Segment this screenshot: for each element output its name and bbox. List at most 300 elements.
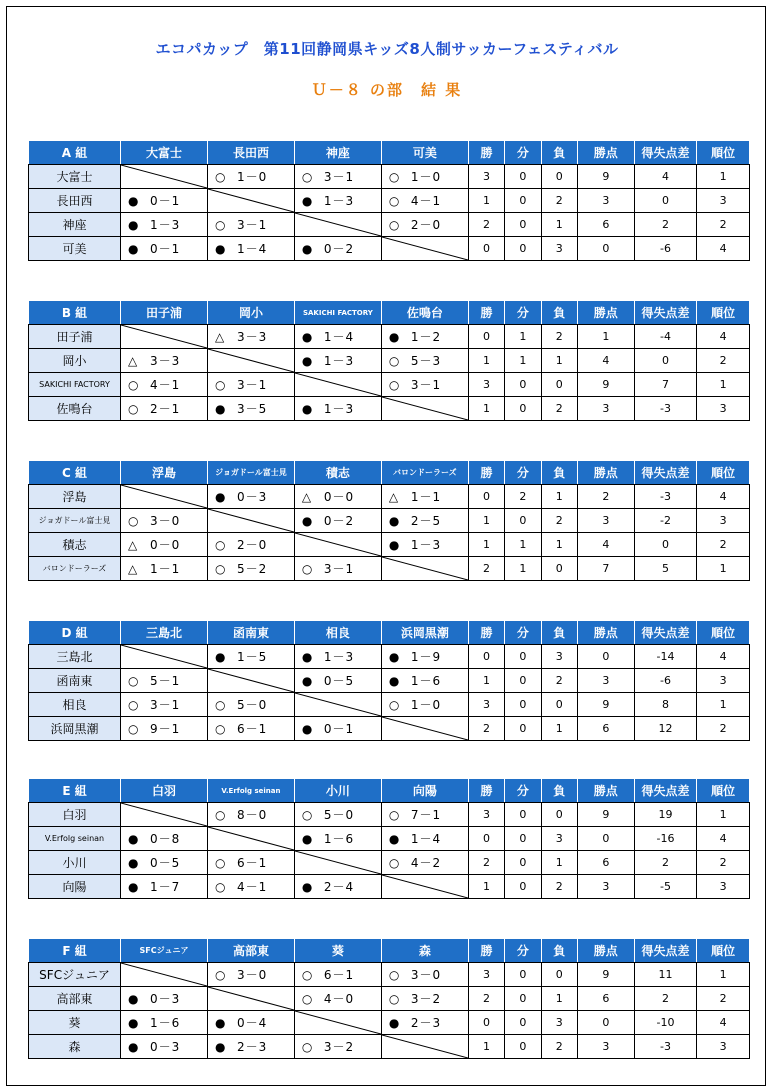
standings-value: 6: [578, 851, 635, 875]
match-result: [121, 213, 208, 237]
standings-value: 0: [505, 963, 541, 987]
group-header-row: [29, 301, 750, 325]
result-mark: ●: [301, 242, 313, 256]
standings-value: 3: [541, 237, 577, 261]
self-match-cell: [294, 533, 381, 557]
column-team-header: 田子浦: [121, 301, 208, 325]
result-score: 8－0: [236, 808, 268, 822]
result-score: 1－9: [410, 650, 442, 664]
diagonal-line: [295, 213, 381, 236]
result-mark: ○: [128, 722, 139, 736]
result-mark: ○: [214, 808, 226, 822]
self-match-cell: [381, 557, 468, 581]
column-team-header: 三島北: [121, 621, 208, 645]
standings-value: 6: [578, 213, 635, 237]
standings-value: -6: [634, 669, 697, 693]
standings-header: 順位: [697, 461, 750, 485]
result-mark: ●: [301, 402, 313, 416]
row-team-name: V.Erfolg seinan: [29, 827, 121, 851]
column-team-header: 高部東: [207, 939, 294, 963]
standings-value: 2: [697, 717, 750, 741]
column-team-header: 長田西: [207, 141, 294, 165]
standings-header: 得失点差: [634, 621, 697, 645]
standings-value: 1: [505, 533, 541, 557]
table-row: [29, 557, 750, 581]
match-result: [121, 373, 208, 397]
diagonal-line: [208, 827, 294, 850]
match-result: [381, 803, 468, 827]
row-team-name: SFCジュニア: [29, 963, 121, 987]
result-score: 1－0: [410, 698, 442, 712]
result-mark: ○: [388, 170, 400, 184]
standings-value: 2: [541, 875, 577, 899]
diagonal-line: [121, 645, 207, 668]
result-mark: ●: [214, 242, 226, 256]
row-team-name: 長田西: [29, 189, 121, 213]
standings-value: 0: [505, 373, 541, 397]
standings-value: 0: [505, 669, 541, 693]
group-header-row: [29, 939, 750, 963]
standings-value: 1: [697, 373, 750, 397]
standings-value: 0: [505, 827, 541, 851]
match-result: [207, 693, 294, 717]
standings-value: 1: [468, 875, 504, 899]
result-mark: ●: [301, 650, 313, 664]
table-row: [29, 987, 750, 1011]
group-name: E 組: [29, 779, 121, 803]
standings-value: 0: [468, 827, 504, 851]
match-result: [381, 165, 468, 189]
standings-value: 1: [541, 717, 577, 741]
result-score: 7－1: [410, 808, 442, 822]
standings-value: 1: [468, 189, 504, 213]
standings-value: 4: [697, 1011, 750, 1035]
standings-value: 0: [505, 397, 541, 421]
standings-value: 2: [468, 717, 504, 741]
standings-header: 順位: [697, 301, 750, 325]
standings-header: 分: [505, 939, 541, 963]
result-mark: ●: [301, 354, 313, 368]
result-score: 3－0: [410, 968, 442, 982]
standings-value: 0: [505, 509, 541, 533]
standings-value: 0: [578, 1011, 635, 1035]
result-score: 3－0: [150, 514, 181, 528]
standings-value: 1: [541, 987, 577, 1011]
standings-value: 0: [505, 987, 541, 1011]
standings-value: 1: [578, 325, 635, 349]
standings-value: 0: [505, 1035, 541, 1059]
result-mark: ○: [301, 992, 313, 1006]
result-score: 1－6: [323, 832, 355, 846]
result-score: 1－4: [323, 330, 355, 344]
standings-value: 0: [505, 875, 541, 899]
self-match-cell: [294, 851, 381, 875]
standings-value: 2: [634, 987, 697, 1011]
standings-header: 勝: [468, 141, 504, 165]
result-mark: ●: [128, 218, 139, 232]
standings-header: 勝: [468, 301, 504, 325]
standings-value: 0: [468, 237, 504, 261]
diagonal-line: [295, 373, 381, 396]
result-mark: ○: [128, 698, 139, 712]
diagonal-line: [208, 189, 294, 212]
result-score: 1－1: [410, 490, 442, 504]
result-mark: ○: [214, 968, 226, 982]
match-result: [121, 533, 208, 557]
result-score: 1－4: [410, 832, 442, 846]
standings-value: 9: [578, 693, 635, 717]
column-team-header: 相良: [294, 621, 381, 645]
result-mark: ○: [214, 170, 226, 184]
result-score: 5－2: [236, 562, 268, 576]
standings-value: 0: [541, 165, 577, 189]
table-row: [29, 325, 750, 349]
result-mark: ○: [214, 722, 226, 736]
table-row: [29, 851, 750, 875]
diagonal-line: [208, 509, 294, 532]
result-mark: △: [301, 490, 312, 504]
column-team-header: 白羽: [121, 779, 208, 803]
self-match-cell: [121, 645, 208, 669]
result-score: 0－2: [323, 514, 355, 528]
standings-value: 0: [505, 645, 541, 669]
table-row: [29, 189, 750, 213]
standings-value: 3: [468, 693, 504, 717]
match-result: [121, 987, 208, 1011]
result-mark: ○: [301, 1040, 313, 1054]
group-name: A 組: [29, 141, 121, 165]
standings-value: 1: [541, 349, 577, 373]
group-table-b: [28, 300, 750, 421]
standings-header: 順位: [697, 621, 750, 645]
result-score: 3－1: [410, 378, 442, 392]
match-result: [207, 1035, 294, 1059]
table-row: [29, 237, 750, 261]
standings-value: 3: [578, 669, 635, 693]
standings-value: 1: [541, 213, 577, 237]
match-result: [294, 803, 381, 827]
result-mark: ●: [301, 880, 313, 894]
result-score: 3－2: [410, 992, 442, 1006]
column-team-header: 可美: [381, 141, 468, 165]
result-mark: ●: [128, 194, 139, 208]
standings-value: 1: [468, 1035, 504, 1059]
result-mark: ○: [301, 808, 313, 822]
standings-value: 1: [505, 325, 541, 349]
result-score: 3－3: [150, 354, 181, 368]
group-table-e: [28, 778, 750, 899]
match-result: [294, 963, 381, 987]
match-result: [207, 325, 294, 349]
result-score: 1－3: [323, 354, 355, 368]
match-result: [294, 1035, 381, 1059]
result-mark: ●: [128, 992, 139, 1006]
row-team-name: 葵: [29, 1011, 121, 1035]
result-score: 4－1: [410, 194, 442, 208]
self-match-cell: [207, 189, 294, 213]
standings-value: 0: [578, 827, 635, 851]
standings-value: 2: [468, 987, 504, 1011]
match-result: [294, 349, 381, 373]
self-match-cell: [381, 397, 468, 421]
standings-value: 3: [541, 1011, 577, 1035]
table-row: [29, 803, 750, 827]
standings-value: -10: [634, 1011, 697, 1035]
standings-value: 3: [697, 189, 750, 213]
result-score: 4－1: [236, 880, 268, 894]
match-result: [207, 875, 294, 899]
match-result: [207, 373, 294, 397]
standings-value: 3: [697, 509, 750, 533]
match-result: [294, 509, 381, 533]
standings-value: 4: [697, 485, 750, 509]
result-score: 0－0: [150, 538, 181, 552]
standings-value: 0: [634, 349, 697, 373]
result-score: 1－5: [236, 650, 268, 664]
result-mark: ●: [388, 674, 400, 688]
match-result: [294, 189, 381, 213]
diagonal-line: [295, 693, 381, 716]
match-result: [121, 189, 208, 213]
diagonal-line: [121, 485, 207, 508]
standings-value: 0: [541, 373, 577, 397]
row-team-name: 小川: [29, 851, 121, 875]
standings-value: 9: [578, 165, 635, 189]
match-result: [121, 349, 208, 373]
diagonal-line: [382, 237, 468, 260]
result-mark: ○: [214, 562, 226, 576]
standings-value: 0: [541, 803, 577, 827]
standings-value: 7: [578, 557, 635, 581]
diagonal-line: [121, 325, 207, 348]
column-team-header: 森: [381, 939, 468, 963]
row-team-name: 浜岡黒潮: [29, 717, 121, 741]
match-result: [121, 237, 208, 261]
self-match-cell: [121, 485, 208, 509]
result-mark: ●: [128, 856, 139, 870]
row-team-name: 佐鳴台: [29, 397, 121, 421]
match-result: [121, 1011, 208, 1035]
standings-header: 得失点差: [634, 939, 697, 963]
match-result: [207, 803, 294, 827]
match-result: [381, 533, 468, 557]
column-team-header: 浜岡黒潮: [381, 621, 468, 645]
table-row: [29, 373, 750, 397]
standings-header: 順位: [697, 939, 750, 963]
self-match-cell: [294, 213, 381, 237]
standings-value: 0: [505, 851, 541, 875]
result-score: 5－0: [323, 808, 355, 822]
standings-value: 4: [697, 237, 750, 261]
match-result: [294, 875, 381, 899]
result-score: 0－5: [150, 856, 181, 870]
standings-header: 負: [541, 621, 577, 645]
result-score: 1－6: [410, 674, 442, 688]
table-row: [29, 349, 750, 373]
column-team-header: SFCジュニア: [121, 939, 208, 963]
page-title: エコパカップ 第11回静岡県キッズ8人制サッカーフェスティバル: [155, 40, 619, 58]
match-result: [207, 1011, 294, 1035]
standings-value: 0: [505, 1011, 541, 1035]
result-score: 3－1: [323, 562, 355, 576]
result-score: 1－1: [150, 562, 181, 576]
column-team-header: 積志: [294, 461, 381, 485]
result-mark: ○: [214, 378, 226, 392]
result-score: 0－8: [150, 832, 181, 846]
result-score: 5－3: [410, 354, 442, 368]
result-score: 1－6: [150, 1016, 181, 1030]
result-mark: ●: [214, 490, 226, 504]
standings-value: 3: [468, 165, 504, 189]
diagonal-line: [382, 397, 468, 420]
standings-value: -5: [634, 875, 697, 899]
match-result: [381, 213, 468, 237]
standings-value: 0: [468, 325, 504, 349]
standings-value: 2: [541, 1035, 577, 1059]
standings-value: 2: [578, 485, 635, 509]
standings-value: -14: [634, 645, 697, 669]
standings-value: 2: [505, 485, 541, 509]
result-score: 4－1: [150, 378, 181, 392]
diagonal-line: [382, 557, 468, 580]
diagonal-line: [208, 669, 294, 692]
standings-value: 3: [468, 803, 504, 827]
standings-header: 順位: [697, 141, 750, 165]
standings-value: 2: [697, 987, 750, 1011]
standings-value: 3: [578, 875, 635, 899]
match-result: [294, 827, 381, 851]
result-score: 2－3: [236, 1040, 268, 1054]
standings-value: 0: [468, 645, 504, 669]
result-mark: ●: [301, 832, 313, 846]
standings-value: 3: [697, 1035, 750, 1059]
match-result: [207, 533, 294, 557]
result-score: 1－0: [410, 170, 442, 184]
row-team-name: SAKICHI FACTORY: [29, 373, 121, 397]
match-result: [294, 669, 381, 693]
result-score: 3－0: [236, 968, 268, 982]
result-mark: ○: [214, 856, 226, 870]
standings-header: 分: [505, 141, 541, 165]
standings-header: 勝点: [578, 301, 635, 325]
standings-value: 1: [697, 557, 750, 581]
result-score: 1－3: [150, 218, 181, 232]
standings-value: -2: [634, 509, 697, 533]
standings-value: 0: [505, 213, 541, 237]
result-score: 1－3: [323, 194, 355, 208]
standings-value: 1: [468, 533, 504, 557]
result-mark: ○: [128, 514, 139, 528]
table-row: [29, 693, 750, 717]
result-score: 1－2: [410, 330, 442, 344]
standings-value: 1: [468, 349, 504, 373]
result-mark: ○: [388, 218, 400, 232]
standings-header: 勝: [468, 939, 504, 963]
result-mark: △: [128, 562, 138, 576]
result-mark: ●: [301, 674, 313, 688]
standings-header: 勝: [468, 621, 504, 645]
match-result: [207, 557, 294, 581]
group-name: C 組: [29, 461, 121, 485]
standings-header: 勝点: [578, 779, 635, 803]
row-team-name: 可美: [29, 237, 121, 261]
group-table-d: [28, 620, 750, 741]
standings-value: 6: [578, 717, 635, 741]
self-match-cell: [207, 827, 294, 851]
group-name: B 組: [29, 301, 121, 325]
standings-value: 0: [505, 189, 541, 213]
standings-header: 勝点: [578, 621, 635, 645]
match-result: [121, 851, 208, 875]
standings-header: 得失点差: [634, 141, 697, 165]
match-result: [381, 693, 468, 717]
self-match-cell: [381, 717, 468, 741]
self-match-cell: [294, 373, 381, 397]
result-mark: △: [388, 490, 399, 504]
standings-value: 2: [541, 325, 577, 349]
table-row: [29, 533, 750, 557]
standings-value: 1: [697, 963, 750, 987]
column-team-header: バロンドーラーズ: [381, 461, 468, 485]
match-result: [121, 875, 208, 899]
result-score: 0－5: [323, 674, 355, 688]
match-result: [207, 851, 294, 875]
group-table-f: [28, 938, 750, 1059]
result-mark: ●: [388, 1016, 400, 1030]
diagonal-line: [382, 1035, 468, 1058]
table-row: [29, 165, 750, 189]
standings-header: 負: [541, 141, 577, 165]
standings-value: 3: [578, 509, 635, 533]
standings-value: 4: [634, 165, 697, 189]
result-score: 3－1: [236, 378, 268, 392]
result-mark: ●: [388, 650, 400, 664]
standings-header: 勝点: [578, 461, 635, 485]
result-score: 1－0: [236, 170, 268, 184]
self-match-cell: [207, 509, 294, 533]
result-mark: ●: [301, 330, 313, 344]
result-mark: ○: [388, 992, 400, 1006]
result-mark: △: [128, 354, 138, 368]
result-score: 4－0: [323, 992, 355, 1006]
result-score: 6－1: [323, 968, 355, 982]
standings-value: 4: [697, 827, 750, 851]
result-mark: ●: [388, 514, 400, 528]
standings-value: 6: [578, 987, 635, 1011]
row-team-name: 浮島: [29, 485, 121, 509]
match-result: [381, 1011, 468, 1035]
column-team-header: SAKICHI FACTORY: [294, 301, 381, 325]
standings-header: 分: [505, 779, 541, 803]
standings-header: 分: [505, 621, 541, 645]
column-team-header: V.Erfolg seinan: [207, 779, 294, 803]
row-team-name: 三島北: [29, 645, 121, 669]
table-row: [29, 645, 750, 669]
column-team-header: 岡小: [207, 301, 294, 325]
match-result: [207, 963, 294, 987]
result-mark: ○: [388, 354, 400, 368]
standings-value: 3: [697, 669, 750, 693]
result-score: 1－3: [323, 402, 355, 416]
standings-header: 得失点差: [634, 779, 697, 803]
row-team-name: 大富士: [29, 165, 121, 189]
column-team-header: 葵: [294, 939, 381, 963]
standings-value: 0: [541, 963, 577, 987]
standings-value: 0: [505, 237, 541, 261]
self-match-cell: [121, 803, 208, 827]
match-result: [207, 165, 294, 189]
group-header-row: [29, 779, 750, 803]
